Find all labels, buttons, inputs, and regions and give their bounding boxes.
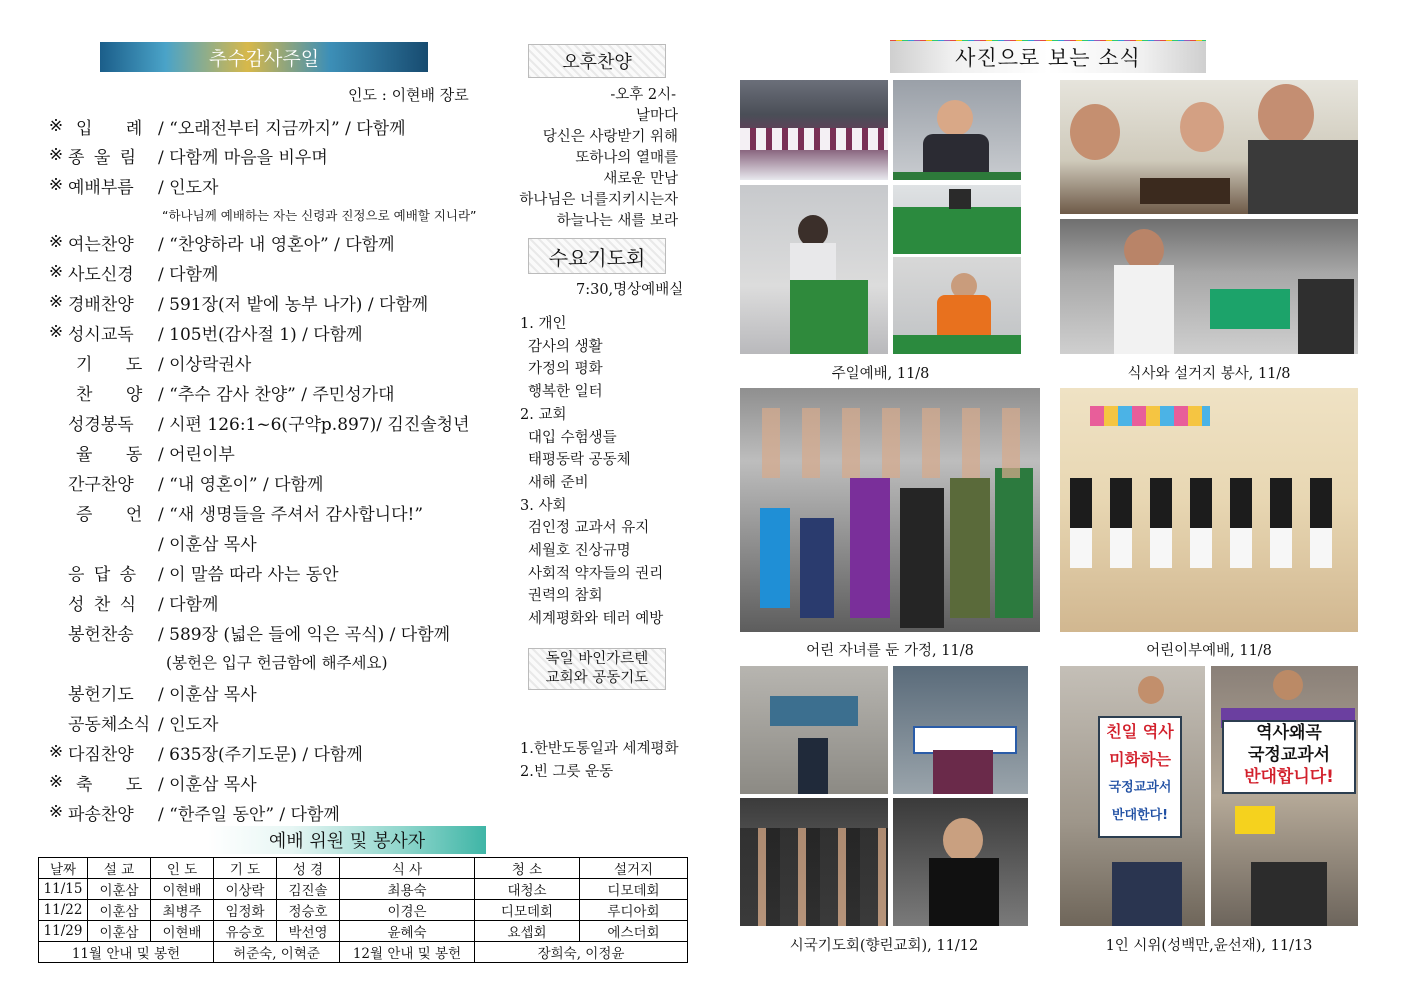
- photo-young-families: [740, 388, 1040, 632]
- order-label: 파송찬양: [68, 804, 134, 825]
- prayer-item: 대입 수험생들: [528, 429, 617, 446]
- photo-prayer-meeting-stage: [740, 666, 888, 794]
- table-header: 인 도: [151, 858, 214, 879]
- table-row: [39, 921, 688, 942]
- order-row: [46, 228, 395, 256]
- germany-title-banner: [528, 648, 666, 690]
- order-detail: / 다함께 마음을 비우며: [158, 147, 328, 168]
- wednesday-time: 7:30,명상예배실: [576, 282, 684, 298]
- table-header: 기 도: [214, 858, 277, 879]
- order-label: 봉헌기도: [68, 684, 134, 705]
- order-label: 경배찬양: [68, 294, 134, 315]
- order-row: [46, 348, 251, 376]
- table-cell: 11/22: [39, 900, 88, 921]
- caption-sunday-worship: 주일예배, 11/8: [831, 366, 930, 382]
- afternoon-song: 하늘나는 새를 보라: [556, 213, 678, 229]
- order-detail: / 589장 (넓은 들에 익은 곡식) / 다함께: [158, 624, 451, 645]
- photo-prayer-march: [893, 666, 1028, 794]
- order-label: 응 답 송: [68, 564, 139, 585]
- table-header: 청 소: [475, 858, 580, 879]
- table-cell: 이훈삼: [88, 900, 151, 921]
- order-detail: / “추수 감사 찬양” / 주민성가대: [158, 384, 395, 405]
- order-label: 성시교독: [68, 324, 134, 345]
- table-cell: 허준숙, 이혁준: [214, 942, 340, 963]
- prayer-item: 새해 준비: [528, 474, 589, 491]
- service-title: 추수감사주일: [208, 47, 320, 70]
- order-detail: / 다함께: [158, 594, 219, 615]
- order-label: 성 찬 식: [68, 594, 139, 615]
- order-mark: ※: [48, 742, 64, 762]
- photos-title-banner: [890, 41, 1206, 73]
- caption-meal-service: 식사와 설거지 봉사, 11/8: [1127, 366, 1291, 382]
- order-detail: (봉헌은 입구 헌금함에 해주세요): [166, 654, 388, 672]
- table-cell: 임정화: [214, 900, 277, 921]
- order-label: 입 례: [76, 118, 157, 139]
- order-detail: / 시편 126:1~6(구약p.897)/ 김진솔청년: [158, 414, 470, 435]
- order-label: 봉헌찬송: [68, 624, 134, 645]
- table-header: 설 교: [88, 858, 151, 879]
- table-cell: 디모데회: [580, 879, 688, 900]
- order-mark: ※: [48, 772, 64, 792]
- table-row: [39, 879, 688, 900]
- order-detail: / 이훈삼 목사: [158, 774, 257, 795]
- servants-table: [38, 857, 688, 963]
- order-row: [46, 678, 257, 706]
- table-cell: 요셉회: [475, 921, 580, 942]
- order-detail: / 이 말씀 따라 사는 동안: [158, 564, 339, 585]
- order-detail: / 어린이부: [158, 444, 235, 465]
- afternoon-time: -오후 2시-: [610, 87, 676, 103]
- table-header: 식 사: [340, 858, 475, 879]
- order-label: 간구찬양: [68, 474, 134, 495]
- order-row: [46, 648, 388, 676]
- order-row: [46, 738, 363, 766]
- order-detail: / 인도자: [158, 177, 219, 198]
- caption-children-worship: 어린이부예배, 11/8: [1146, 643, 1272, 659]
- afternoon-song: 하나님은 너를지키시는자: [519, 192, 678, 208]
- table-cell: 장희숙, 이정윤: [475, 942, 688, 963]
- table-cell: 정승호: [277, 900, 340, 921]
- order-row: [46, 318, 363, 346]
- order-mark: ※: [48, 175, 64, 195]
- order-label: 다짐찬양: [68, 744, 134, 765]
- table-header: 날짜: [39, 858, 88, 879]
- afternoon-song: 당신은 사랑받기 위해: [542, 129, 678, 145]
- protest-sign-1-line: 미화하는: [1109, 750, 1171, 769]
- order-row: [46, 558, 339, 586]
- protest-sign-2-line: 국정교과서: [1247, 745, 1331, 765]
- order-label: 예배부름: [68, 177, 134, 198]
- table-header: 설거지: [580, 858, 688, 879]
- table-cell: 윤혜숙: [340, 921, 475, 942]
- germany-item: 2.빈 그릇 운동: [520, 764, 614, 780]
- afternoon-title-banner: [528, 44, 666, 78]
- germany-item: 1.한반도통일과 세계평화: [520, 741, 679, 757]
- order-label: 성경봉독: [68, 414, 134, 435]
- photo-meal: [1060, 80, 1358, 214]
- afternoon-title: 오후찬양: [562, 52, 632, 73]
- prayer-item: 행복한 일터: [528, 384, 603, 401]
- table-cell: 이경은: [340, 900, 475, 921]
- table-header: 성 경: [277, 858, 340, 879]
- order-row: [46, 528, 257, 556]
- order-row: [46, 768, 257, 796]
- order-detail: / 이훈삼 목사: [158, 534, 257, 555]
- order-detail: / 다함께: [158, 264, 219, 285]
- photo-reader: [740, 185, 888, 354]
- order-row: [46, 798, 340, 826]
- wednesday-title: 수요기도회: [548, 245, 646, 270]
- order-row: [46, 438, 235, 466]
- order-row: [46, 618, 450, 646]
- order-row: [46, 408, 470, 436]
- prayer-item: 세계평화와 테러 예방: [528, 611, 664, 628]
- table-cell: 디모데회: [475, 900, 580, 921]
- order-detail: / 591장(저 밭에 농부 나가) / 다함께: [158, 294, 429, 315]
- order-detail: / “오래전부터 지금까지” / 다함께: [158, 118, 406, 139]
- order-label: 율 동: [76, 444, 157, 465]
- photo-preacher: [893, 80, 1021, 180]
- table-cell: 11/15: [39, 879, 88, 900]
- table-cell: 이훈삼: [88, 879, 151, 900]
- order-mark: ※: [48, 322, 64, 342]
- afternoon-song: 새로운 만남: [603, 171, 678, 187]
- table-cell: 11월 안내 및 봉헌: [39, 942, 214, 963]
- table-cell: 이현배: [151, 921, 214, 942]
- caption-protest: 1인 시위(성백만,윤선재), 11/13: [1105, 938, 1313, 954]
- order-row: [46, 288, 428, 316]
- order-detail: / “찬양하라 내 영혼아” / 다함께: [158, 234, 395, 255]
- table-cell: 유승호: [214, 921, 277, 942]
- servants-title-banner: [208, 826, 486, 854]
- order-mark: ※: [48, 145, 64, 165]
- photo-speaker: [893, 257, 1021, 354]
- call-to-worship-quote: “하나님께 예배하는 자는 신령과 진정으로 예배할 지니라”: [162, 208, 477, 223]
- order-label: 축 도: [76, 774, 157, 795]
- protest-sign-2: [1222, 720, 1356, 794]
- table-header-row: [39, 858, 688, 879]
- prayer-item: 가정의 평화: [528, 361, 603, 378]
- wednesday-title-banner: [528, 238, 666, 274]
- order-label: 찬 양: [76, 384, 157, 405]
- protest-sign-2-line: 역사왜곡: [1256, 723, 1322, 743]
- photo-pulpit: [893, 185, 1021, 254]
- order-row: [46, 171, 218, 199]
- photo-children-worship: [1060, 388, 1358, 632]
- order-row: [46, 498, 423, 526]
- order-mark: ※: [48, 116, 64, 136]
- order-detail: / 인도자: [158, 714, 219, 735]
- prayer-category: 3. 사회: [520, 497, 567, 514]
- afternoon-song: 날마다: [635, 108, 678, 124]
- caption-young-families: 어린 자녀를 둔 가정, 11/8: [806, 643, 974, 659]
- photo-prayer-crowd-1: [740, 798, 888, 926]
- photo-protest-2: [1211, 666, 1358, 926]
- table-cell: 박선영: [277, 921, 340, 942]
- prayer-item: 세월호 진상규명: [528, 543, 631, 559]
- order-label: 사도신경: [68, 264, 134, 285]
- prayer-item: 권력의 참회: [528, 588, 603, 605]
- protest-sign-1-line: 반대한다!: [1111, 808, 1169, 823]
- order-detail: / “내 영혼이” / 다함께: [158, 474, 324, 495]
- photo-dishes: [1060, 219, 1358, 354]
- order-mark: ※: [48, 292, 64, 312]
- order-row: [46, 708, 218, 736]
- order-label: 기 도: [76, 354, 157, 375]
- protest-sign-2-line: 반대합니다!: [1244, 767, 1334, 787]
- germany-title-line2: 교회와 공동기도: [545, 670, 649, 686]
- order-detail: / 이상락권사: [158, 354, 252, 375]
- protest-sign-1-line: 친일 역사: [1106, 722, 1174, 741]
- order-detail: / 635장(주기도문) / 다함께: [158, 744, 363, 765]
- service-title-banner: [100, 42, 428, 72]
- table-cell: 에스더회: [580, 921, 688, 942]
- table-cell: 루디아회: [580, 900, 688, 921]
- table-cell: 12월 안내 및 봉헌: [340, 942, 475, 963]
- prayer-category: 2. 교회: [520, 406, 567, 423]
- order-label: 증 언: [76, 504, 157, 525]
- order-row: [46, 378, 395, 406]
- table-cell: 11/29: [39, 921, 88, 942]
- photo-prayer-crowd-2: [893, 798, 1028, 926]
- order-detail: / “새 생명들을 주셔서 감사합니다!”: [158, 504, 424, 525]
- order-detail: / “한주일 동안” / 다함께: [158, 804, 340, 825]
- order-mark: ※: [48, 262, 64, 282]
- photo-choir: [740, 80, 888, 180]
- order-row: [46, 112, 406, 140]
- order-row: [46, 141, 328, 169]
- protest-sign-1-line: 국정교과서: [1108, 780, 1172, 795]
- table-row: [39, 900, 688, 921]
- order-detail: / 105번(감사절 1) / 다함께: [158, 324, 363, 345]
- photos-title: 사진으로 보는 소식: [955, 46, 1141, 70]
- order-label: 여는찬양: [68, 234, 134, 255]
- order-row: [46, 468, 323, 496]
- service-leader: 인도 : 이현배 장로: [348, 86, 469, 104]
- servants-title: 예배 위원 및 봉사자: [268, 831, 426, 852]
- germany-title-line1: 독일 바인가르텐: [545, 651, 649, 667]
- table-cell: 대청소: [475, 879, 580, 900]
- order-label: 종 울 림: [68, 147, 139, 168]
- prayer-item: 태평동락 공동체: [528, 452, 631, 469]
- prayer-item: 감사의 생활: [528, 338, 603, 355]
- protest-sign-1: [1098, 716, 1182, 838]
- table-footer-row: [39, 942, 688, 963]
- table-cell: 김진솔: [277, 879, 340, 900]
- prayer-item: 검인정 교과서 유지: [528, 520, 650, 537]
- table-cell: 최병주: [151, 900, 214, 921]
- caption-prayer-meeting: 시국기도회(향린교회), 11/12: [789, 938, 979, 954]
- table-cell: 이상락: [214, 879, 277, 900]
- prayer-item: 사회적 약자들의 권리: [528, 565, 664, 582]
- order-detail: / 이훈삼 목사: [158, 684, 257, 705]
- table-cell: 최용숙: [340, 879, 475, 900]
- order-mark: ※: [48, 232, 64, 252]
- table-cell: 이현배: [151, 879, 214, 900]
- order-label: 공동체소식: [68, 714, 151, 735]
- prayer-category: 1. 개인: [520, 316, 567, 332]
- table-cell: 이훈삼: [88, 921, 151, 942]
- afternoon-song: 또하나의 열매를: [575, 150, 678, 166]
- order-row: [46, 258, 218, 286]
- order-mark: ※: [48, 802, 64, 822]
- order-row: [46, 588, 218, 616]
